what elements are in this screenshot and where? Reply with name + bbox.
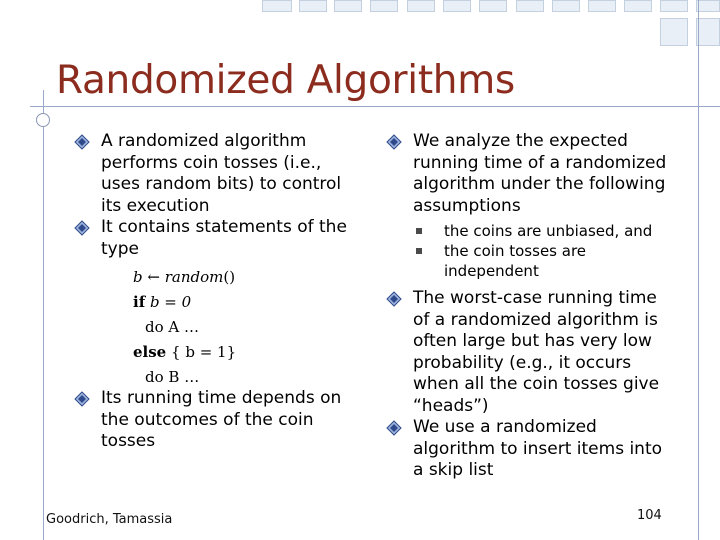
code-line: do A … [145,318,200,336]
sub-list-item [416,221,676,241]
sub-list-item [416,241,676,281]
list-item-text: We analyze the expected running time of a randomized algorithm under the following assumptions [413,131,667,216]
sub-list-item-text: the coin tosses are independent [444,242,587,280]
list-item-text: We use a randomized algorithm to insert items into a skip list [413,417,663,480]
decorative-grid [262,0,720,58]
list-item-text: It contains statements of the type [101,217,347,259]
square-bullet-icon [416,248,422,254]
code-line: else { b = 1} [133,343,237,361]
square-bullet-icon [416,228,422,234]
list-item-text: A randomized algorithm performs coin tosses (i.e., uses random bits) to control its execution [101,131,342,216]
code-line: do B … [145,368,200,386]
list-item-text: Its running time depends on the outcomes of the coin tosses [101,388,342,451]
list-item [386,131,676,217]
list-item [386,288,676,417]
list-item [74,217,364,260]
decorative-circle [36,113,50,127]
diamond-bullet-icon [386,134,402,150]
list-item [74,388,364,453]
slide-title: Randomized Algorithms [56,58,515,103]
left-column-bottom [74,388,364,453]
right-rule [698,0,699,540]
list-item-text: The worst-case running time of a randomized algorithm is often large but has very low probability (e.g., it occurs when all the coin tosses give “heads”) [413,288,660,416]
diamond-bullet-icon [74,391,90,407]
footer-authors: Goodrich, Tamassia [46,512,173,527]
diamond-bullet-icon [74,134,90,150]
diamond-bullet-icon [386,291,402,307]
code-block [133,265,236,390]
code-line: if b = 0 [133,293,192,311]
page-number: 104 [637,508,662,523]
list-item [74,131,364,217]
list-item [386,417,676,482]
sub-list-item-text: the coins are unbiased, and [444,222,653,240]
left-column [74,131,364,260]
left-rule [43,90,44,540]
right-column [386,131,676,482]
diamond-bullet-icon [386,420,402,436]
header-rule [30,106,720,107]
diamond-bullet-icon [74,220,90,236]
code-line: b ← random() [133,268,236,286]
